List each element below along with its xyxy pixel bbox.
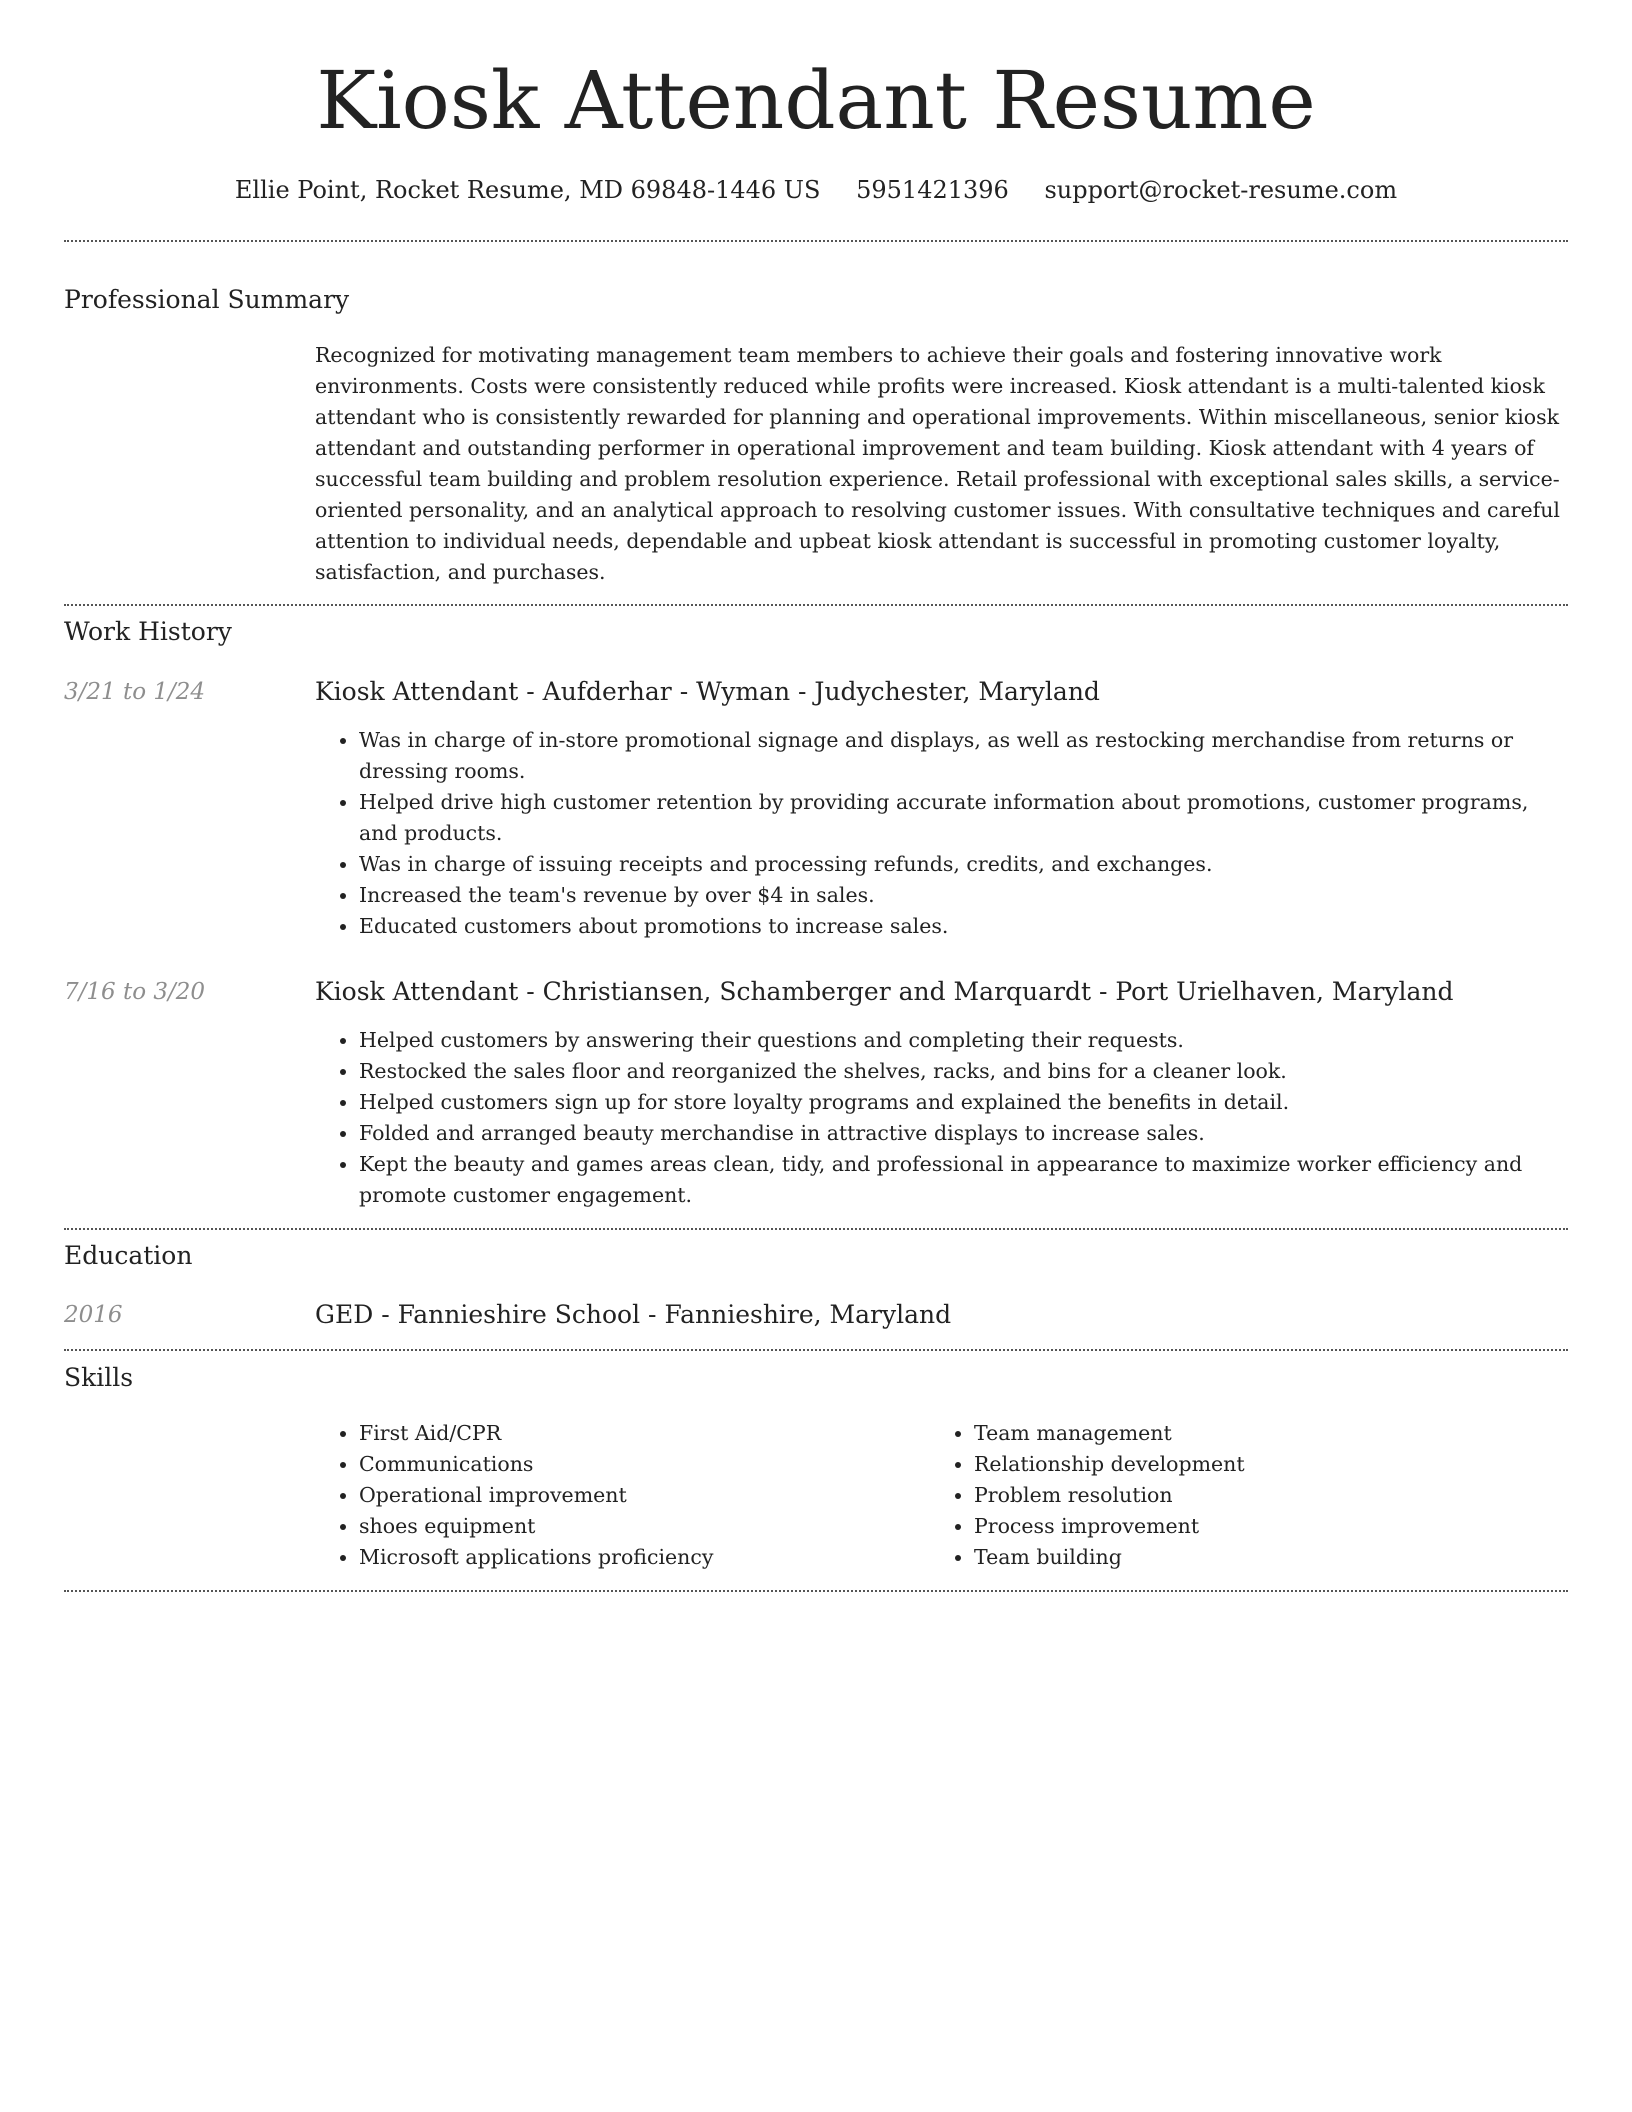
job-bullets	[315, 1025, 1568, 1211]
list-item: • Relationship development	[974, 1449, 1568, 1480]
page-title: Kiosk Attendant Resume	[316, 54, 1316, 147]
job-title: Kiosk Attendant - Aufderhar - Wyman - Judychester, Maryland	[315, 677, 1100, 706]
list-item: • First Aid/CPR	[359, 1418, 930, 1449]
list-item: • Process improvement	[974, 1511, 1568, 1542]
summary-text: Recognized for motivating management team members to achieve their goals and fostering innovative work environments. Costs were consistently reduced while profits were increased. Kiosk attendant is a multi-talented kiosk attendant who is consistently rewarded for planning and operational improvements. Within miscellaneous, senior kiosk attendant and outstanding performer in operational improvement and team building. Kiosk attendant with 4 years of successful team building and problem resolution experience. Retail professional with exceptional sales skills, a service-oriented personality, and an analytical approach to resolving customer issues. With consultative techniques and careful attention to individual needs, dependable and upbeat kiosk attendant is successful in promoting customer loyalty, satisfaction, and purchases.	[315, 343, 1560, 584]
list-item: • Increased the team's revenue by over $4 in sales.	[359, 880, 1568, 911]
education-year: 2016	[64, 1302, 123, 1328]
list-item: • Team building	[974, 1542, 1568, 1573]
job-dates: 3/21 to 1/24	[64, 679, 206, 705]
divider	[64, 1349, 1568, 1351]
list-item: • Helped customers sign up for store loyalty programs and explained the benefits in detail.	[359, 1087, 1568, 1118]
list-item: • Was in charge of issuing receipts and processing refunds, credits, and exchanges.	[359, 849, 1568, 880]
list-item: • Team management	[974, 1418, 1568, 1449]
divider	[64, 604, 1568, 606]
list-item: • Problem resolution	[974, 1480, 1568, 1511]
job-title: Kiosk Attendant - Christiansen, Schamberger and Marquardt - Port Urielhaven, Maryland	[315, 977, 1454, 1006]
contact-email: support@rocket-resume.com	[1044, 176, 1398, 204]
contact-address: Ellie Point, Rocket Resume, MD 69848-1446 US	[234, 176, 821, 204]
divider	[64, 240, 1568, 242]
section-heading-work-history: Work History	[64, 617, 232, 646]
skills-list-left	[315, 1418, 930, 1573]
list-item: • Folded and arranged beauty merchandise in attractive displays to increase sales.	[359, 1118, 1568, 1149]
job-bullets	[315, 725, 1568, 942]
list-item: • Kept the beauty and games areas clean, tidy, and professional in appearance to maximize worker efficiency and promote customer engagement.	[359, 1149, 1568, 1211]
divider	[64, 1590, 1568, 1592]
contact-phone: 5951421396	[856, 176, 1009, 204]
list-item: • Helped drive high customer retention by providing accurate information about promotions, customer programs, and products.	[359, 787, 1568, 849]
divider	[64, 1228, 1568, 1230]
section-heading-education: Education	[64, 1241, 193, 1270]
job-dates: 7/16 to 3/20	[64, 979, 206, 1005]
section-heading-summary: Professional Summary	[64, 285, 350, 314]
list-item: • Communications	[359, 1449, 930, 1480]
section-heading-skills: Skills	[64, 1363, 134, 1392]
list-item: • Operational improvement	[359, 1480, 930, 1511]
list-item: • Helped customers by answering their questions and completing their requests.	[359, 1025, 1568, 1056]
list-item: • Microsoft applications proficiency	[359, 1542, 930, 1573]
skills-list-right	[930, 1418, 1568, 1573]
contact-info	[64, 170, 1568, 210]
list-item: • shoes equipment	[359, 1511, 930, 1542]
list-item: • Educated customers about promotions to increase sales.	[359, 911, 1568, 942]
list-item: • Restocked the sales floor and reorganized the shelves, racks, and bins for a cleaner look.	[359, 1056, 1568, 1087]
list-item: • Was in charge of in-store promotional signage and displays, as well as restocking merchandise from returns or dressing rooms.	[359, 725, 1568, 787]
education-title: GED - Fannieshire School - Fannieshire, Maryland	[315, 1300, 952, 1329]
